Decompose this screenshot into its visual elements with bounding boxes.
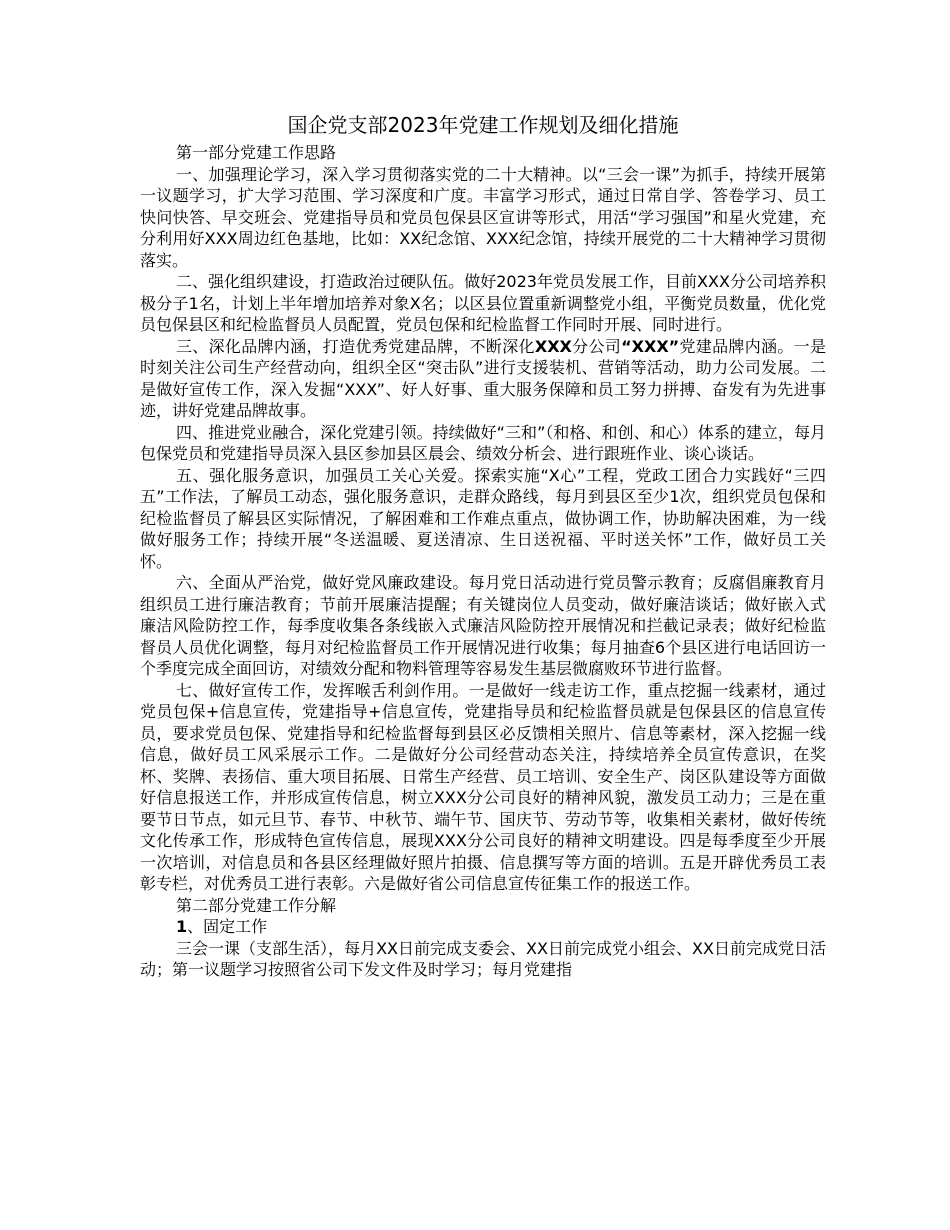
paragraph-3-bold-a: XXX [534,336,572,356]
paragraph-5: 五、强化服务意识，加强员工关心关爱。探索实施“X心”工程，党政工团合力实践好“三四五”工作法，了解员工动态，强化服务意识，走群众路线，每月到县区至少1次，组织党员包保和纪检监督员了解县区实际情况，了解困难和工作难点重点，做协调工作，协助解决困难，为一线做好服务工作；持续开展“冬送温暖、夏送清凉、生日送祝福、平时送关怀”工作，做好员工关怀。 [140,465,826,571]
paragraph-6: 六、全面从严治党，做好党风廉政建设。每月党日活动进行党员警示教育；反腐倡廉教育月组织员工进行廉洁教育；节前开展廉洁提醒；有关键岗位人员变动，做好廉洁谈话；做好嵌入式廉洁风险防控工作，每季度收集各条线嵌入式廉洁风险防控开展情况和拦截记录表；做好纪检监督员人员优化调整，每月对纪检监督员工作开展情况进行收集；每月抽查6个县区进行电话回访一个季度完成全面回访，对绩效分配和物料管理等容易发生基层微腐败环节进行监督。 [140,573,826,678]
paragraph-4: 四、推进党业融合，深化党建引领。持续做好“三和”（和格、和创、和心）体系的建立，每月包保党员和党建指导员深入县区参加县区晨会、绩效分析会、进行跟班作业、谈心谈话。 [140,422,826,463]
subheading-number: 1 [176,917,188,936]
paragraph-3 [140,336,826,422]
document-title: 国企党支部2023年党建工作规划及细化措施 [287,113,679,137]
subheading-text: 、固定工作 [187,917,268,936]
subheading-fixed-work [140,916,826,938]
paragraph-3-text-c: 分公司 [571,336,622,356]
paragraph-7: 七、做好宣传工作，发挥喉舌利剑作用。一是做好一线走访工作，重点挖掘一线素材，通过党员包保+信息宣传，党建指导+信息宣传，党建指导员和纪检监督员就是包保县区的信息宣传员，要求党员包保、党建指导和纪检监督每到县区必反馈相关照片、信息等素材，深入挖掘一线信息，做好员工风采展示工作。二是做好分公司经营动态关注，持续培养全员宣传意识，在奖杯、奖牌、表扬信、重大项目拓展、日常生产经营、员工培训、安全生产、岗区队建设等方面做好信息报送工作，并形成宣传信息，树立XXX分公司良好的精神风貌，激发员工动力；三是在重要节日节点，如元旦节、春节、中秋节、端午节、国庆节、劳动节等，收集相关素材，做好传统文化传承工作，形成特色宣传信息，展现XXX分公司良好的精神文明建设。四是每季度至少开展一次培训，对信息员和各县区经理做好照片拍摄、信息撰写等方面的培训。五是开辟优秀员工表彰专栏，对优秀员工进行表彰。六是做好省公司信息宣传征集工作的报送工作。 [140,680,826,893]
paragraph-1: 一、加强理论学习，深入学习贯彻落实党的二十大精神。以“三会一课”为抓手，持续开展第一议题学习，扩大学习范围、学习深度和广度。丰富学习形式，通过日常自学、答卷学习、员工快问快答、早交班会、党建指导员和党员包保县区宣讲等形式，用活“学习强国”和星火党建，充分利用好XXX周边红色基地，比如：XX纪念馆、XXX纪念馆，持续开展党的二十大精神学习贯彻落实。 [140,164,826,270]
document-page [140,108,826,981]
paragraph-2: 二、强化组织建设，打造政治过硬队伍。做好2023年党员发展工作，目前XXX分公司培养积极分子1名，计划上半年增加培养对象X名；以区县位置重新调整党小组，平衡党员数量，优化党员包保县区和纪检监督员人员配置，党员包保和纪检监督工作同时开展、同时进行。 [140,272,826,334]
paragraph-8: 三会一课（支部生活），每月XX日前完成支委会、XX日前完成党小组会、XX日前完成党日活动；第一议题学习按照省公司下发文件及时学习；每月党建指 [140,938,826,979]
paragraph-3-text-e: 党建品牌内涵。一是时刻关注公司生产经营动向，组织全区“突击队”进行支援装机、营销等活动，助力公司发展。二是做好宣传工作，深入发掘“XXX”、好人好事、重大服务保障和员工努力拼搏、奋发有为先进事迹，讲好党建品牌故事。 [140,336,826,420]
paragraph-3-bold-d: “XXX” [621,336,680,356]
part2-heading: 第二部分党建工作分解 [176,895,337,915]
part1-heading: 第一部分党建工作思路 [176,143,337,162]
paragraph-3-text-a: 三、深化品牌内涵，打造优秀党建品牌，不断深化 [176,336,535,356]
